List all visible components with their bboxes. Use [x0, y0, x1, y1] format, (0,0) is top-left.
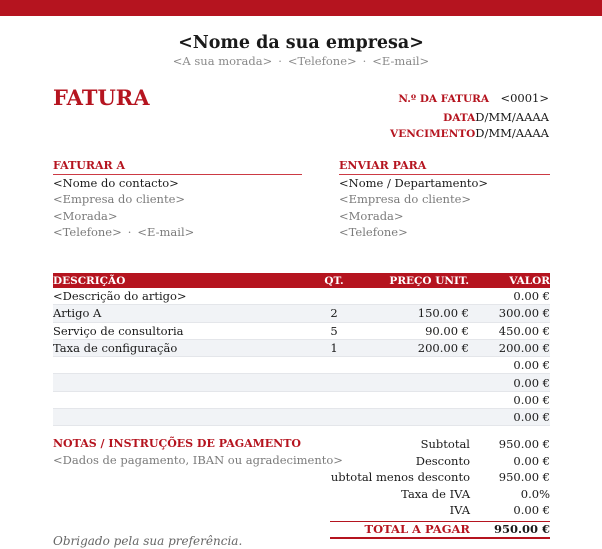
invoice-number-label: N.º DA FATURA [398, 93, 489, 105]
separator: · [362, 54, 367, 68]
table-row [53, 357, 550, 374]
table-row [53, 391, 550, 408]
item-description [53, 374, 303, 391]
subtotal-value: 950.00 € [498, 437, 550, 451]
invoice-number: <0001> [500, 91, 549, 105]
item-value: 300.00 € [469, 305, 550, 322]
ship-to-name: <Nome / Departamento> [339, 176, 489, 190]
notes-header: NOTAS / INSTRUÇÕES DE PAGAMENTO [53, 437, 302, 450]
total-row [330, 521, 550, 539]
bill-to-company: <Empresa do cliente> [53, 192, 186, 207]
separator: · [278, 54, 282, 68]
item-unit-price [365, 374, 469, 391]
invoice-number-row [398, 91, 549, 105]
invoice-due-row [390, 126, 549, 140]
item-description: <Descrição do artigo> [53, 288, 303, 305]
invoice-due-label: VENCIMENTO [390, 128, 476, 140]
discount-value: 0.00 € [513, 453, 550, 468]
total-label: TOTAL A PAGAR [364, 521, 470, 536]
item-quantity [303, 391, 365, 408]
column-header-quantity: QT. [303, 273, 365, 288]
table-row [53, 374, 550, 391]
company-contact-line [0, 54, 602, 68]
vat-value: 0.00 € [513, 503, 550, 517]
item-quantity [303, 357, 365, 374]
item-value: 0.00 € [469, 374, 550, 391]
item-value: 200.00 € [469, 339, 550, 356]
ship-to-address: <Morada> [339, 208, 404, 223]
items-table [53, 273, 550, 426]
bill-to-phone: <Telefone> [53, 224, 122, 239]
vat-rate-value: 0.0% [520, 486, 550, 501]
item-unit-price: 200.00 € [365, 339, 469, 356]
item-description [53, 391, 303, 408]
item-description [53, 409, 303, 426]
ship-to-phone: <Telefone> [339, 224, 408, 239]
invoice-due-date: D/MM/AAAA [475, 126, 549, 140]
item-unit-price [365, 409, 469, 426]
company-name: <Nome da sua empresa> [178, 33, 424, 53]
bill-to-email: <E-mail> [137, 224, 195, 239]
column-header-description: DESCRIÇÃO [53, 273, 303, 288]
item-quantity [303, 374, 365, 391]
item-value: 450.00 € [469, 322, 550, 339]
discount-row [330, 453, 550, 470]
bill-to-header: FATURAR A [53, 159, 302, 175]
item-unit-price [365, 391, 469, 408]
subtotal-less-discount-value: 950.00 € [498, 470, 550, 484]
total-value: 950.00 € [493, 521, 550, 536]
invoice-date: D/MM/AAAA [475, 110, 549, 124]
discount-label: Desconto [415, 453, 470, 468]
company-phone: <Telefone> [287, 54, 357, 68]
item-quantity: 5 [303, 322, 365, 339]
item-quantity: 2 [303, 305, 365, 322]
column-header-unit-price: PREÇO UNIT. [365, 273, 469, 288]
ship-to-company: <Empresa do cliente> [339, 192, 472, 207]
item-value: 0.00 € [469, 357, 550, 374]
vat-rate-label: Taxa de IVA [401, 486, 470, 501]
vat-rate-row [330, 486, 550, 503]
ship-to-block [339, 159, 550, 240]
column-header-value: VALOR [469, 273, 550, 288]
invoice-date-row [443, 110, 549, 124]
subtotal-label: Subtotal [420, 437, 470, 451]
bill-to-block [53, 159, 302, 240]
notes-text: <Dados de pagamento, IBAN ou agradecimento> [53, 453, 343, 467]
table-row [53, 305, 550, 322]
item-value: 0.00 € [469, 409, 550, 426]
item-unit-price [365, 357, 469, 374]
totals-block [330, 436, 550, 539]
item-quantity: 1 [303, 339, 365, 356]
item-description: Serviço de consultoria [53, 322, 303, 339]
table-row [53, 288, 550, 305]
table-row [53, 409, 550, 426]
table-row [53, 339, 550, 356]
item-description: Artigo A [53, 305, 303, 322]
vat-row [330, 502, 550, 519]
table-row [53, 322, 550, 339]
subtotal-less-discount-label: ubtotal menos desconto [330, 470, 470, 484]
item-unit-price: 90.00 € [365, 322, 469, 339]
item-unit-price: 150.00 € [365, 305, 469, 322]
subtotal-less-discount-row [330, 469, 550, 486]
item-description [53, 357, 303, 374]
thank-you-note: Obrigado pela sua preferência. [53, 534, 243, 548]
item-description: Taxa de configuração [53, 339, 303, 356]
company-address: <A sua morada> [172, 54, 273, 68]
invoice-title: FATURA [53, 85, 150, 110]
item-quantity [303, 288, 365, 305]
subtotal-row [330, 436, 550, 453]
items-header-row [53, 273, 550, 288]
item-value: 0.00 € [469, 288, 550, 305]
vat-label: IVA [449, 503, 470, 517]
ship-to-header: ENVIAR PARA [339, 159, 550, 175]
item-value: 0.00 € [469, 391, 550, 408]
top-accent-bar [0, 0, 602, 16]
invoice-date-label: DATA [443, 112, 476, 124]
bill-to-phone-email [53, 224, 302, 240]
separator: · [127, 224, 132, 239]
bill-to-address: <Morada> [53, 208, 118, 223]
bill-to-contact: <Nome do contacto> [53, 176, 179, 190]
item-unit-price [365, 288, 469, 305]
item-quantity [303, 409, 365, 426]
company-email: <E-mail> [372, 54, 430, 68]
